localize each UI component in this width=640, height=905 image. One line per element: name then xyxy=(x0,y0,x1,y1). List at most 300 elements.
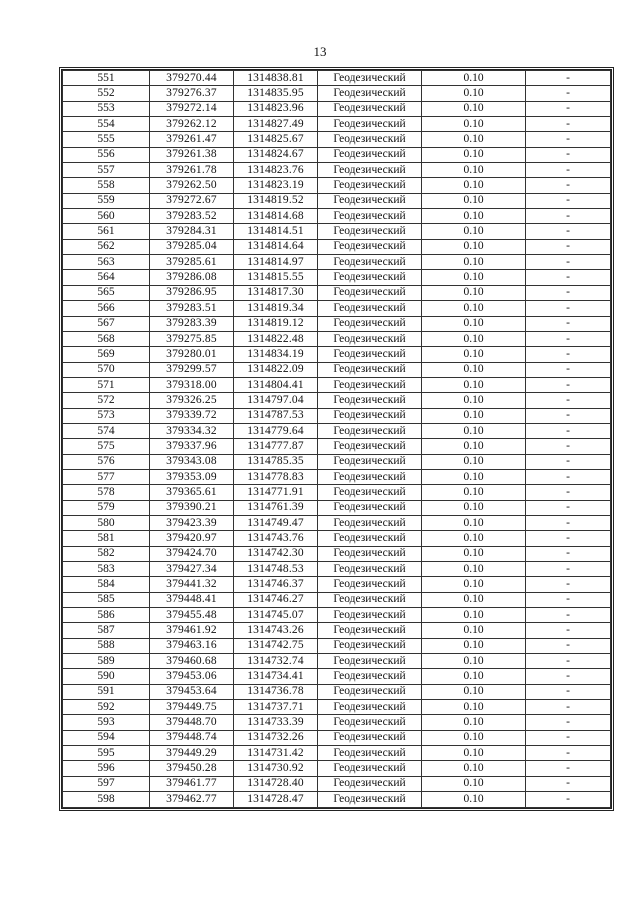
note-cell: - xyxy=(526,776,611,791)
method-cell: Геодезический xyxy=(318,101,422,116)
accuracy-cell: 0.10 xyxy=(422,669,526,684)
x-coordinate-cell: 379337.96 xyxy=(150,439,234,454)
point-number-cell: 555 xyxy=(63,132,150,147)
point-number-cell: 589 xyxy=(63,654,150,669)
point-number-cell: 552 xyxy=(63,86,150,101)
point-number-cell: 576 xyxy=(63,454,150,469)
accuracy-cell: 0.10 xyxy=(422,393,526,408)
y-coordinate-cell: 1314737.71 xyxy=(234,700,318,715)
note-cell: - xyxy=(526,362,611,377)
point-number-cell: 553 xyxy=(63,101,150,116)
note-cell: - xyxy=(526,562,611,577)
y-coordinate-cell: 1314827.49 xyxy=(234,117,318,132)
note-cell: - xyxy=(526,423,611,438)
note-cell: - xyxy=(526,331,611,346)
x-coordinate-cell: 379460.68 xyxy=(150,654,234,669)
x-coordinate-cell: 379353.09 xyxy=(150,469,234,484)
x-coordinate-cell: 379455.48 xyxy=(150,608,234,623)
coordinates-table-body xyxy=(63,71,611,808)
x-coordinate-cell: 379448.41 xyxy=(150,592,234,607)
method-cell: Геодезический xyxy=(318,638,422,653)
accuracy-cell: 0.10 xyxy=(422,546,526,561)
method-cell: Геодезический xyxy=(318,117,422,132)
table-row xyxy=(63,792,611,807)
x-coordinate-cell: 379275.85 xyxy=(150,331,234,346)
y-coordinate-cell: 1314785.35 xyxy=(234,454,318,469)
point-number-cell: 597 xyxy=(63,776,150,791)
table-row xyxy=(63,562,611,577)
x-coordinate-cell: 379261.38 xyxy=(150,147,234,162)
point-number-cell: 562 xyxy=(63,239,150,254)
note-cell: - xyxy=(526,209,611,224)
method-cell: Геодезический xyxy=(318,746,422,761)
table-row xyxy=(63,592,611,607)
accuracy-cell: 0.10 xyxy=(422,761,526,776)
point-number-cell: 587 xyxy=(63,623,150,638)
point-number-cell: 557 xyxy=(63,163,150,178)
x-coordinate-cell: 379276.37 xyxy=(150,86,234,101)
x-coordinate-cell: 379453.06 xyxy=(150,669,234,684)
note-cell: - xyxy=(526,715,611,730)
note-cell: - xyxy=(526,193,611,208)
accuracy-cell: 0.10 xyxy=(422,86,526,101)
y-coordinate-cell: 1314838.81 xyxy=(234,71,318,86)
point-number-cell: 554 xyxy=(63,117,150,132)
method-cell: Геодезический xyxy=(318,147,422,162)
point-number-cell: 585 xyxy=(63,592,150,607)
table-row xyxy=(63,316,611,331)
accuracy-cell: 0.10 xyxy=(422,577,526,592)
method-cell: Геодезический xyxy=(318,209,422,224)
accuracy-cell: 0.10 xyxy=(422,792,526,807)
accuracy-cell: 0.10 xyxy=(422,608,526,623)
y-coordinate-cell: 1314736.78 xyxy=(234,684,318,699)
x-coordinate-cell: 379462.77 xyxy=(150,792,234,807)
note-cell: - xyxy=(526,301,611,316)
accuracy-cell: 0.10 xyxy=(422,270,526,285)
point-number-cell: 584 xyxy=(63,577,150,592)
table-row xyxy=(63,86,611,101)
x-coordinate-cell: 379283.52 xyxy=(150,209,234,224)
table-row xyxy=(63,654,611,669)
accuracy-cell: 0.10 xyxy=(422,454,526,469)
y-coordinate-cell: 1314746.27 xyxy=(234,592,318,607)
y-coordinate-cell: 1314742.75 xyxy=(234,638,318,653)
method-cell: Геодезический xyxy=(318,255,422,270)
page-number: 13 xyxy=(313,44,327,59)
y-coordinate-cell: 1314817.30 xyxy=(234,285,318,300)
note-cell: - xyxy=(526,71,611,86)
accuracy-cell: 0.10 xyxy=(422,362,526,377)
table-row xyxy=(63,669,611,684)
y-coordinate-cell: 1314815.55 xyxy=(234,270,318,285)
accuracy-cell: 0.10 xyxy=(422,638,526,653)
x-coordinate-cell: 379453.64 xyxy=(150,684,234,699)
x-coordinate-cell: 379280.01 xyxy=(150,347,234,362)
table-row xyxy=(63,117,611,132)
note-cell: - xyxy=(526,224,611,239)
accuracy-cell: 0.10 xyxy=(422,531,526,546)
note-cell: - xyxy=(526,500,611,515)
x-coordinate-cell: 379261.47 xyxy=(150,132,234,147)
point-number-cell: 598 xyxy=(63,792,150,807)
table-row xyxy=(63,285,611,300)
method-cell: Геодезический xyxy=(318,224,422,239)
x-coordinate-cell: 379283.51 xyxy=(150,301,234,316)
y-coordinate-cell: 1314730.92 xyxy=(234,761,318,776)
method-cell: Геодезический xyxy=(318,623,422,638)
x-coordinate-cell: 379270.44 xyxy=(150,71,234,86)
method-cell: Геодезический xyxy=(318,776,422,791)
y-coordinate-cell: 1314728.40 xyxy=(234,776,318,791)
x-coordinate-cell: 379390.21 xyxy=(150,500,234,515)
x-coordinate-cell: 379461.92 xyxy=(150,623,234,638)
table-row xyxy=(63,715,611,730)
point-number-cell: 579 xyxy=(63,500,150,515)
table-row xyxy=(63,623,611,638)
method-cell: Геодезический xyxy=(318,715,422,730)
y-coordinate-cell: 1314742.30 xyxy=(234,546,318,561)
coordinates-table xyxy=(62,70,611,808)
accuracy-cell: 0.10 xyxy=(422,224,526,239)
note-cell: - xyxy=(526,147,611,162)
accuracy-cell: 0.10 xyxy=(422,562,526,577)
table-row xyxy=(63,147,611,162)
note-cell: - xyxy=(526,654,611,669)
y-coordinate-cell: 1314734.41 xyxy=(234,669,318,684)
y-coordinate-cell: 1314824.67 xyxy=(234,147,318,162)
accuracy-cell: 0.10 xyxy=(422,623,526,638)
y-coordinate-cell: 1314777.87 xyxy=(234,439,318,454)
x-coordinate-cell: 379448.70 xyxy=(150,715,234,730)
table-row xyxy=(63,301,611,316)
note-cell: - xyxy=(526,485,611,500)
method-cell: Геодезический xyxy=(318,239,422,254)
table-row xyxy=(63,746,611,761)
point-number-cell: 574 xyxy=(63,423,150,438)
method-cell: Геодезический xyxy=(318,669,422,684)
point-number-cell: 556 xyxy=(63,147,150,162)
point-number-cell: 593 xyxy=(63,715,150,730)
method-cell: Геодезический xyxy=(318,132,422,147)
accuracy-cell: 0.10 xyxy=(422,469,526,484)
note-cell: - xyxy=(526,255,611,270)
y-coordinate-cell: 1314743.26 xyxy=(234,623,318,638)
note-cell: - xyxy=(526,347,611,362)
note-cell: - xyxy=(526,700,611,715)
method-cell: Геодезический xyxy=(318,515,422,530)
accuracy-cell: 0.10 xyxy=(422,255,526,270)
note-cell: - xyxy=(526,439,611,454)
x-coordinate-cell: 379365.61 xyxy=(150,485,234,500)
point-number-cell: 596 xyxy=(63,761,150,776)
table-row xyxy=(63,700,611,715)
y-coordinate-cell: 1314823.76 xyxy=(234,163,318,178)
y-coordinate-cell: 1314733.39 xyxy=(234,715,318,730)
method-cell: Геодезический xyxy=(318,285,422,300)
table-row xyxy=(63,239,611,254)
y-coordinate-cell: 1314819.34 xyxy=(234,301,318,316)
y-coordinate-cell: 1314732.26 xyxy=(234,730,318,745)
point-number-cell: 558 xyxy=(63,178,150,193)
x-coordinate-cell: 379334.32 xyxy=(150,423,234,438)
accuracy-cell: 0.10 xyxy=(422,101,526,116)
table-row xyxy=(63,224,611,239)
x-coordinate-cell: 379285.04 xyxy=(150,239,234,254)
point-number-cell: 575 xyxy=(63,439,150,454)
note-cell: - xyxy=(526,792,611,807)
accuracy-cell: 0.10 xyxy=(422,746,526,761)
accuracy-cell: 0.10 xyxy=(422,163,526,178)
method-cell: Геодезический xyxy=(318,316,422,331)
table-row xyxy=(63,684,611,699)
y-coordinate-cell: 1314823.19 xyxy=(234,178,318,193)
y-coordinate-cell: 1314814.68 xyxy=(234,209,318,224)
point-number-cell: 566 xyxy=(63,301,150,316)
method-cell: Геодезический xyxy=(318,301,422,316)
x-coordinate-cell: 379285.61 xyxy=(150,255,234,270)
y-coordinate-cell: 1314771.91 xyxy=(234,485,318,500)
point-number-cell: 565 xyxy=(63,285,150,300)
point-number-cell: 567 xyxy=(63,316,150,331)
method-cell: Геодезический xyxy=(318,761,422,776)
method-cell: Геодезический xyxy=(318,71,422,86)
accuracy-cell: 0.10 xyxy=(422,485,526,500)
note-cell: - xyxy=(526,730,611,745)
point-number-cell: 594 xyxy=(63,730,150,745)
table-row xyxy=(63,101,611,116)
note-cell: - xyxy=(526,531,611,546)
note-cell: - xyxy=(526,285,611,300)
point-number-cell: 595 xyxy=(63,746,150,761)
table-row xyxy=(63,469,611,484)
point-number-cell: 551 xyxy=(63,71,150,86)
note-cell: - xyxy=(526,592,611,607)
x-coordinate-cell: 379286.95 xyxy=(150,285,234,300)
method-cell: Геодезический xyxy=(318,546,422,561)
table-row xyxy=(63,178,611,193)
note-cell: - xyxy=(526,761,611,776)
point-number-cell: 559 xyxy=(63,193,150,208)
point-number-cell: 588 xyxy=(63,638,150,653)
y-coordinate-cell: 1314814.64 xyxy=(234,239,318,254)
y-coordinate-cell: 1314835.95 xyxy=(234,86,318,101)
table-row xyxy=(63,730,611,745)
note-cell: - xyxy=(526,515,611,530)
note-cell: - xyxy=(526,684,611,699)
x-coordinate-cell: 379339.72 xyxy=(150,408,234,423)
point-number-cell: 581 xyxy=(63,531,150,546)
x-coordinate-cell: 379284.31 xyxy=(150,224,234,239)
y-coordinate-cell: 1314819.12 xyxy=(234,316,318,331)
method-cell: Геодезический xyxy=(318,654,422,669)
note-cell: - xyxy=(526,577,611,592)
method-cell: Геодезический xyxy=(318,347,422,362)
point-number-cell: 573 xyxy=(63,408,150,423)
point-number-cell: 568 xyxy=(63,331,150,346)
y-coordinate-cell: 1314748.53 xyxy=(234,562,318,577)
method-cell: Геодезический xyxy=(318,792,422,807)
y-coordinate-cell: 1314728.47 xyxy=(234,792,318,807)
table-row xyxy=(63,393,611,408)
point-number-cell: 580 xyxy=(63,515,150,530)
accuracy-cell: 0.10 xyxy=(422,147,526,162)
x-coordinate-cell: 379261.78 xyxy=(150,163,234,178)
note-cell: - xyxy=(526,163,611,178)
point-number-cell: 578 xyxy=(63,485,150,500)
y-coordinate-cell: 1314787.53 xyxy=(234,408,318,423)
y-coordinate-cell: 1314743.76 xyxy=(234,531,318,546)
point-number-cell: 560 xyxy=(63,209,150,224)
note-cell: - xyxy=(526,101,611,116)
accuracy-cell: 0.10 xyxy=(422,239,526,254)
accuracy-cell: 0.10 xyxy=(422,301,526,316)
y-coordinate-cell: 1314814.51 xyxy=(234,224,318,239)
accuracy-cell: 0.10 xyxy=(422,684,526,699)
accuracy-cell: 0.10 xyxy=(422,331,526,346)
accuracy-cell: 0.10 xyxy=(422,285,526,300)
accuracy-cell: 0.10 xyxy=(422,439,526,454)
x-coordinate-cell: 379326.25 xyxy=(150,393,234,408)
point-number-cell: 571 xyxy=(63,377,150,392)
y-coordinate-cell: 1314822.48 xyxy=(234,331,318,346)
x-coordinate-cell: 379262.50 xyxy=(150,178,234,193)
y-coordinate-cell: 1314814.97 xyxy=(234,255,318,270)
method-cell: Геодезический xyxy=(318,362,422,377)
accuracy-cell: 0.10 xyxy=(422,515,526,530)
method-cell: Геодезический xyxy=(318,270,422,285)
table-row xyxy=(63,776,611,791)
table-row xyxy=(63,331,611,346)
x-coordinate-cell: 379272.67 xyxy=(150,193,234,208)
x-coordinate-cell: 379461.77 xyxy=(150,776,234,791)
point-number-cell: 561 xyxy=(63,224,150,239)
method-cell: Геодезический xyxy=(318,700,422,715)
x-coordinate-cell: 379318.00 xyxy=(150,377,234,392)
table-row xyxy=(63,408,611,423)
x-coordinate-cell: 379423.39 xyxy=(150,515,234,530)
table-row xyxy=(63,485,611,500)
y-coordinate-cell: 1314749.47 xyxy=(234,515,318,530)
note-cell: - xyxy=(526,608,611,623)
coordinates-table-frame xyxy=(59,67,614,811)
y-coordinate-cell: 1314746.37 xyxy=(234,577,318,592)
table-row xyxy=(63,531,611,546)
y-coordinate-cell: 1314819.52 xyxy=(234,193,318,208)
point-number-cell: 563 xyxy=(63,255,150,270)
point-number-cell: 591 xyxy=(63,684,150,699)
method-cell: Геодезический xyxy=(318,423,422,438)
table-row xyxy=(63,454,611,469)
table-row xyxy=(63,270,611,285)
accuracy-cell: 0.10 xyxy=(422,132,526,147)
note-cell: - xyxy=(526,469,611,484)
accuracy-cell: 0.10 xyxy=(422,592,526,607)
point-number-cell: 564 xyxy=(63,270,150,285)
note-cell: - xyxy=(526,132,611,147)
table-row xyxy=(63,71,611,86)
y-coordinate-cell: 1314823.96 xyxy=(234,101,318,116)
table-row xyxy=(63,577,611,592)
point-number-cell: 570 xyxy=(63,362,150,377)
note-cell: - xyxy=(526,408,611,423)
table-row xyxy=(63,163,611,178)
accuracy-cell: 0.10 xyxy=(422,316,526,331)
table-row xyxy=(63,515,611,530)
x-coordinate-cell: 379420.97 xyxy=(150,531,234,546)
table-row xyxy=(63,193,611,208)
point-number-cell: 592 xyxy=(63,700,150,715)
x-coordinate-cell: 379343.08 xyxy=(150,454,234,469)
y-coordinate-cell: 1314834.19 xyxy=(234,347,318,362)
x-coordinate-cell: 379424.70 xyxy=(150,546,234,561)
x-coordinate-cell: 379463.16 xyxy=(150,638,234,653)
y-coordinate-cell: 1314804.41 xyxy=(234,377,318,392)
accuracy-cell: 0.10 xyxy=(422,117,526,132)
x-coordinate-cell: 379272.14 xyxy=(150,101,234,116)
note-cell: - xyxy=(526,86,611,101)
point-number-cell: 582 xyxy=(63,546,150,561)
accuracy-cell: 0.10 xyxy=(422,377,526,392)
accuracy-cell: 0.10 xyxy=(422,193,526,208)
method-cell: Геодезический xyxy=(318,178,422,193)
y-coordinate-cell: 1314778.83 xyxy=(234,469,318,484)
method-cell: Геодезический xyxy=(318,500,422,515)
accuracy-cell: 0.10 xyxy=(422,730,526,745)
point-number-cell: 572 xyxy=(63,393,150,408)
note-cell: - xyxy=(526,117,611,132)
method-cell: Геодезический xyxy=(318,86,422,101)
table-row xyxy=(63,347,611,362)
accuracy-cell: 0.10 xyxy=(422,423,526,438)
note-cell: - xyxy=(526,454,611,469)
table-row xyxy=(63,439,611,454)
note-cell: - xyxy=(526,623,611,638)
note-cell: - xyxy=(526,638,611,653)
table-row xyxy=(63,132,611,147)
x-coordinate-cell: 379449.75 xyxy=(150,700,234,715)
table-row xyxy=(63,362,611,377)
accuracy-cell: 0.10 xyxy=(422,776,526,791)
x-coordinate-cell: 379449.29 xyxy=(150,746,234,761)
x-coordinate-cell: 379448.74 xyxy=(150,730,234,745)
x-coordinate-cell: 379299.57 xyxy=(150,362,234,377)
y-coordinate-cell: 1314732.74 xyxy=(234,654,318,669)
method-cell: Геодезический xyxy=(318,377,422,392)
table-row xyxy=(63,255,611,270)
table-row xyxy=(63,423,611,438)
method-cell: Геодезический xyxy=(318,485,422,500)
note-cell: - xyxy=(526,746,611,761)
y-coordinate-cell: 1314797.04 xyxy=(234,393,318,408)
accuracy-cell: 0.10 xyxy=(422,500,526,515)
y-coordinate-cell: 1314761.39 xyxy=(234,500,318,515)
method-cell: Геодезический xyxy=(318,469,422,484)
note-cell: - xyxy=(526,669,611,684)
method-cell: Геодезический xyxy=(318,562,422,577)
x-coordinate-cell: 379262.12 xyxy=(150,117,234,132)
accuracy-cell: 0.10 xyxy=(422,71,526,86)
note-cell: - xyxy=(526,546,611,561)
note-cell: - xyxy=(526,270,611,285)
method-cell: Геодезический xyxy=(318,163,422,178)
accuracy-cell: 0.10 xyxy=(422,408,526,423)
table-row xyxy=(63,209,611,224)
note-cell: - xyxy=(526,316,611,331)
y-coordinate-cell: 1314779.64 xyxy=(234,423,318,438)
method-cell: Геодезический xyxy=(318,193,422,208)
table-row xyxy=(63,761,611,776)
